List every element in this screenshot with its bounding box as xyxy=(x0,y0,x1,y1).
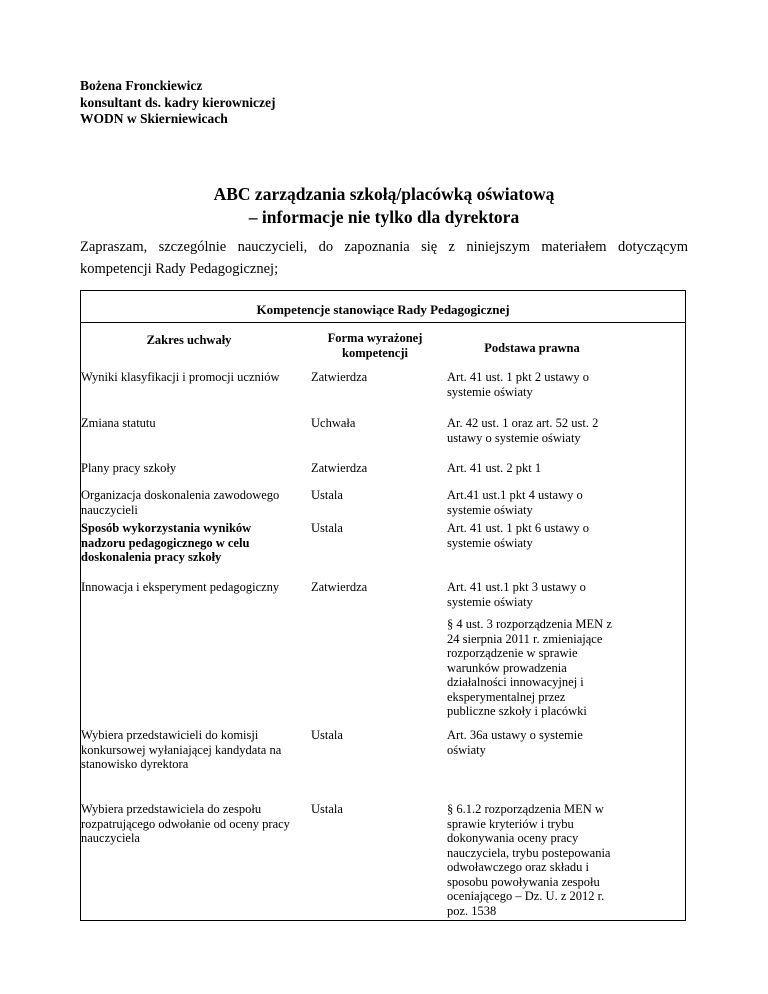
cell-basis: Art.41 ust.1 pkt 4 ustawy o systemie oświaty xyxy=(447,488,583,517)
author-org: WODN w Skierniewicach xyxy=(80,111,228,126)
cell-scope: Zmiana statutu xyxy=(81,416,156,430)
competence-table xyxy=(80,290,686,921)
author-block xyxy=(80,78,276,128)
cell-form: Ustala xyxy=(311,521,343,535)
cell-form: Uchwała xyxy=(311,416,356,430)
table-caption: Kompetencje stanowiące Rady Pedagogicznej xyxy=(256,302,510,317)
cell-scope: Wybiera przedstawiciela do zespołu rozpatrującego odwołanie od oceny pracy nauczyciela xyxy=(81,802,290,845)
author-name: Bożena Fronckiewicz xyxy=(80,78,203,93)
cell-scope: Wybiera przedstawicieli do komisji konkursowej wyłaniającej kandydata na stanowisko dyrektora xyxy=(81,728,282,771)
cell-basis: Art. 41 ust. 2 pkt 1 xyxy=(447,461,542,475)
cell-scope: Sposób wykorzystania wyników nadzoru pedagogicznego w celu doskonalenia pracy szkoły xyxy=(81,521,252,564)
cell-scope: Plany pracy szkoły xyxy=(81,461,177,475)
header-scope: Zakres uchwały xyxy=(146,333,232,347)
cell-basis xyxy=(447,580,617,719)
cell-basis-secondary: § 4 ust. 3 rozporządzenia MEN z 24 sierpnia 2011 r. zmieniające rozporządzenie w sprawie warunków prowadzenia działalności innowacyjnej i eksperymentalnej przez publiczne szkoły i placówki xyxy=(447,617,612,718)
cell-form: Zatwierdza xyxy=(311,370,368,384)
cell-scope: Organizacja doskonalenia zawodowego nauczycieli xyxy=(81,488,280,517)
header-form: Forma wyrażonej kompetencji xyxy=(327,331,423,360)
cell-basis: Ar. 42 ust. 1 oraz art. 52 ust. 2 ustawy o systemie oświaty xyxy=(447,416,599,445)
cell-scope: Wyniki klasyfikacji i promocji uczniów xyxy=(81,370,280,384)
cell-form: Ustala xyxy=(311,802,343,816)
title-line-2: – informacje nie tylko dla dyrektora xyxy=(248,207,520,227)
cell-form: Ustala xyxy=(311,728,343,742)
caption-divider xyxy=(81,322,685,323)
cell-form: Zatwierdza xyxy=(311,461,368,475)
header-basis: Podstawa prawna xyxy=(484,341,580,355)
intro-text: Zapraszam, szczególnie nauczycieli, do zapoznania się z niniejszym materiałem dotyczącym kompetencji Rady Pedagogicznej; xyxy=(80,239,688,277)
cell-scope: Innowacja i eksperyment pedagogiczny xyxy=(81,580,280,594)
cell-basis: Art. 41 ust. 1 pkt 6 ustawy o systemie oświaty xyxy=(447,521,590,550)
cell-form: Ustala xyxy=(311,488,343,502)
document-title xyxy=(0,183,768,229)
cell-basis: Art. 36a ustawy o systemie oświaty xyxy=(447,728,583,757)
cell-basis: § 6.1.2 rozporządzenia MEN w sprawie kryteriów i trybu dokonywania oceny pracy nauczyciela, trybu postepowania odwoławczego oraz składu i sposobu powoływania zespołu oceniającego – Dz. U. z 2012 r. poz. 1538 xyxy=(447,802,611,918)
cell-basis-primary: Art. 41 ust.1 pkt 3 ustawy o systemie oświaty xyxy=(447,580,586,609)
cell-form: Zatwierdza xyxy=(311,580,368,594)
cell-basis: Art. 41 ust. 1 pkt 2 ustawy o systemie oświaty xyxy=(447,370,590,399)
title-line-1: ABC zarządzania szkołą/placówką oświatową xyxy=(213,184,555,204)
author-role: konsultant ds. kadry kierowniczej xyxy=(80,94,276,110)
intro-paragraph xyxy=(80,236,688,280)
